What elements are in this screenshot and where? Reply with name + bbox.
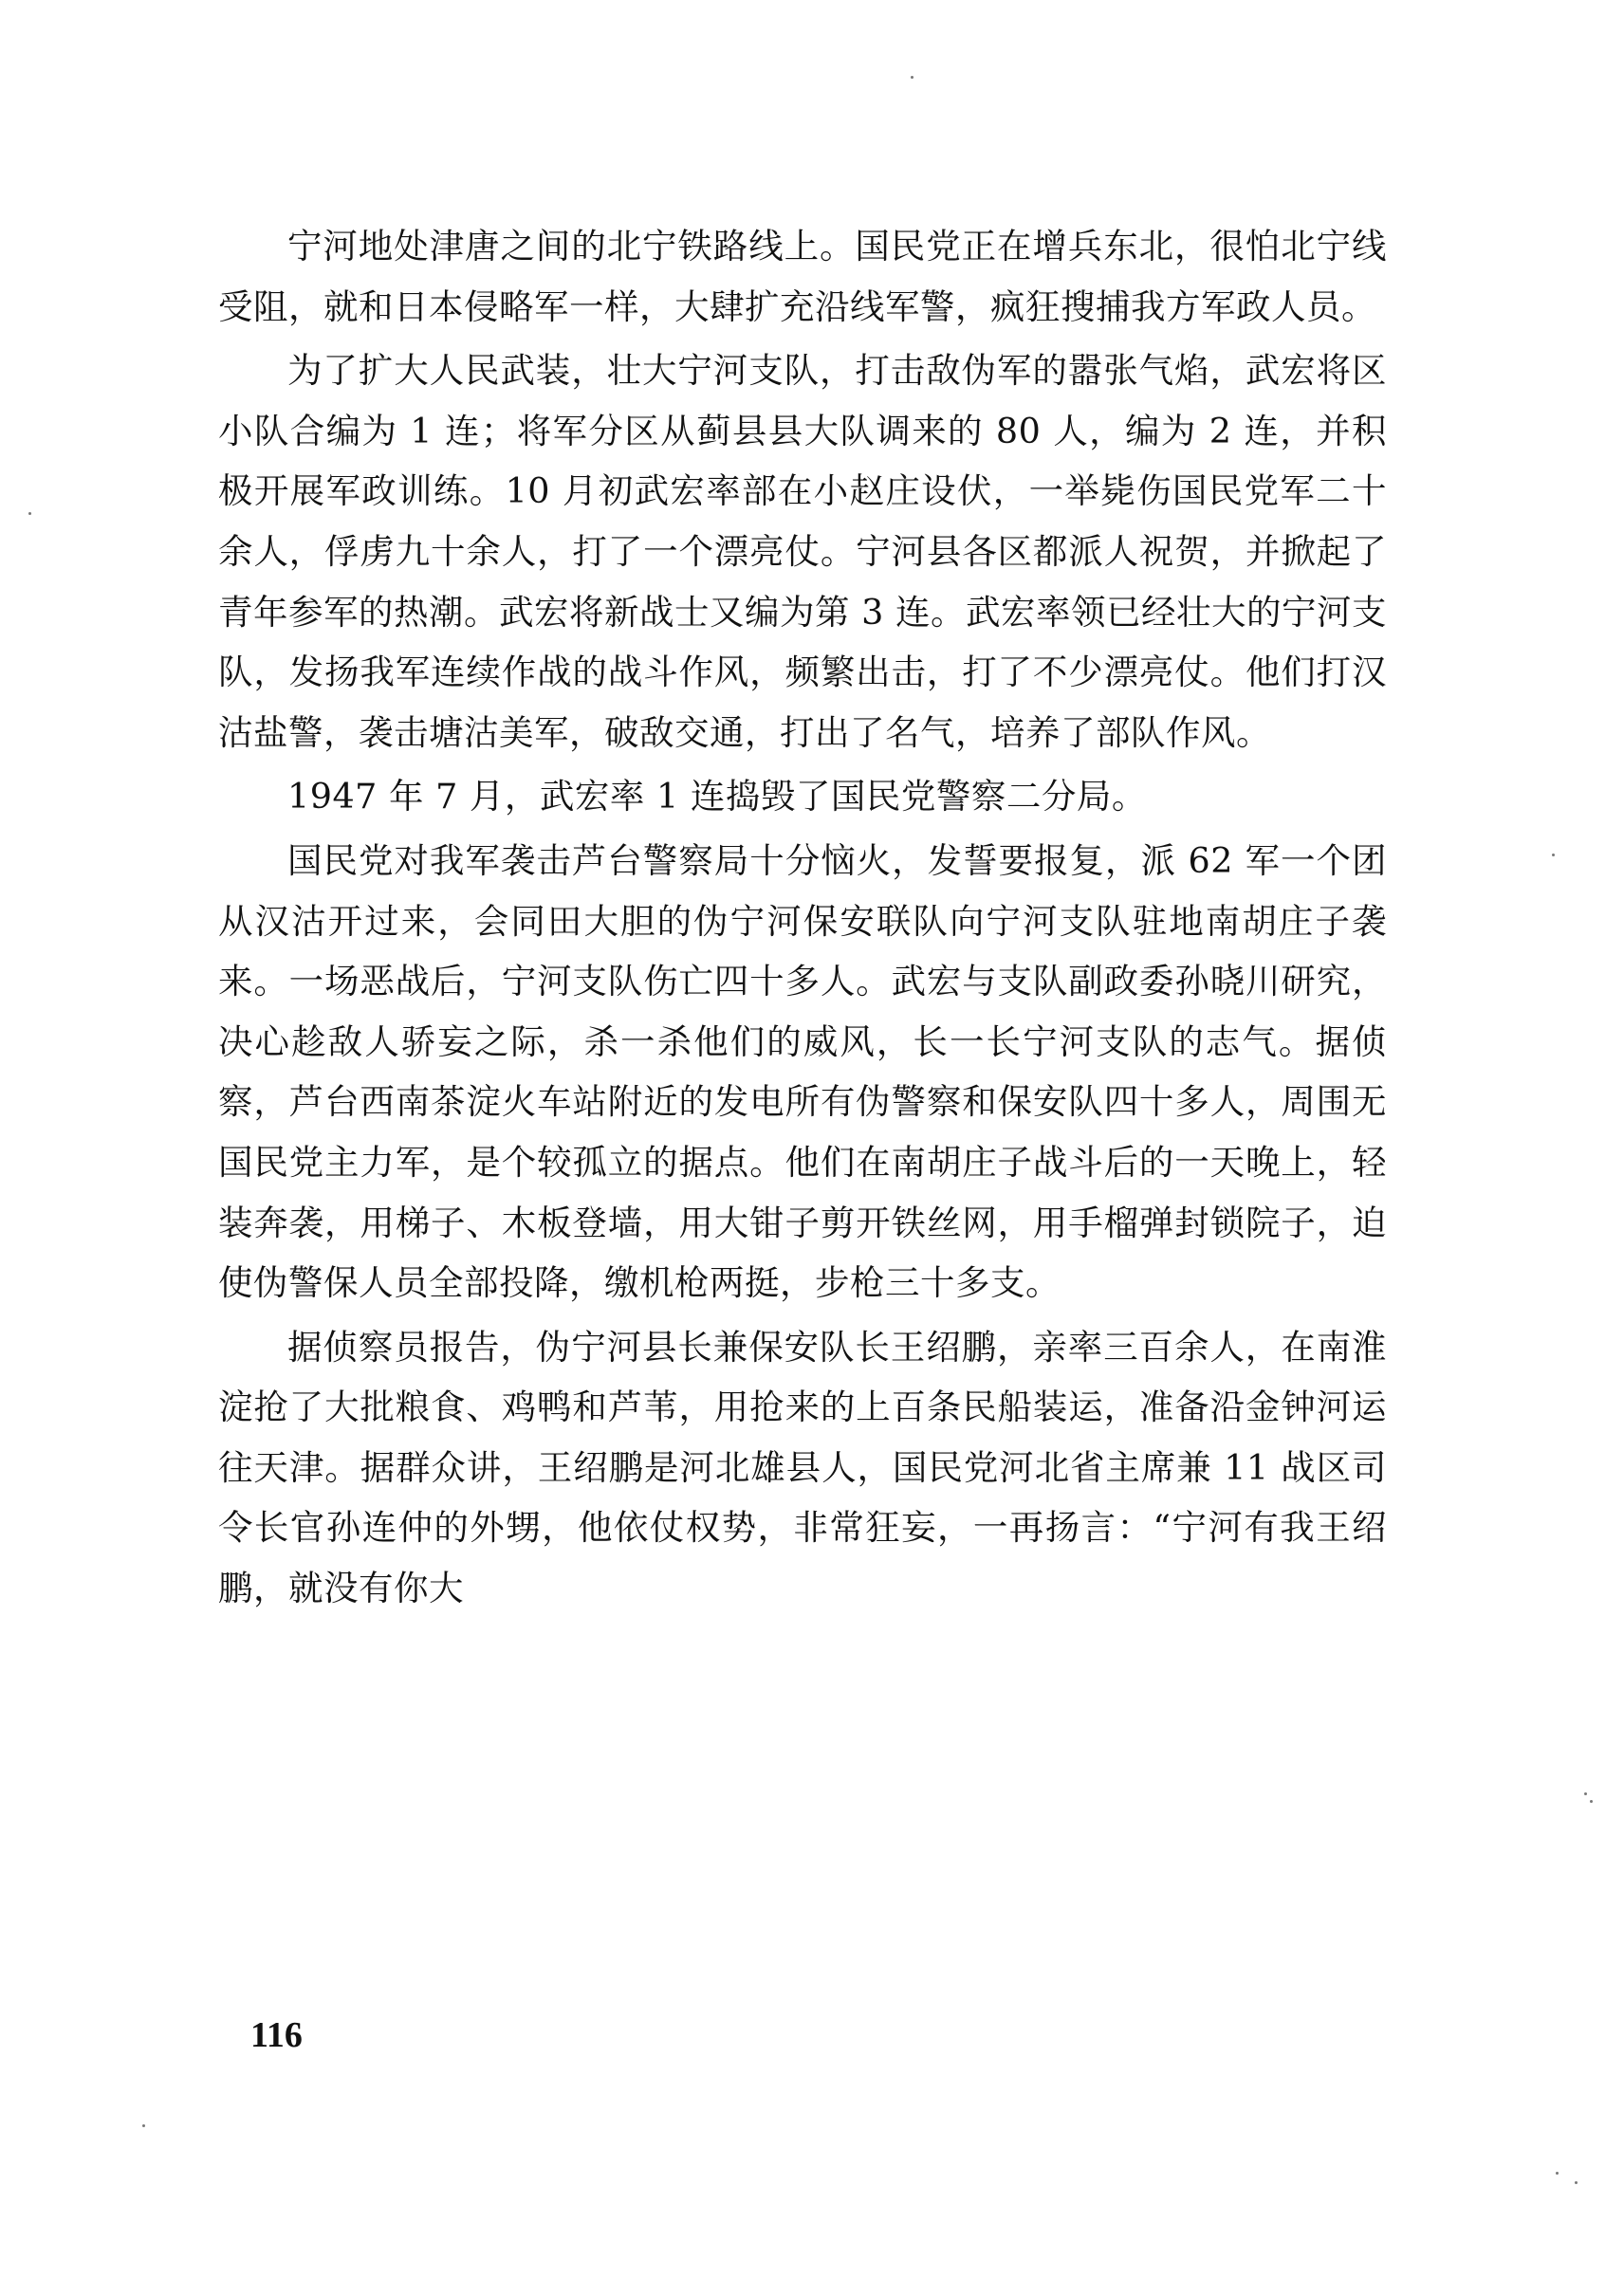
paragraph-5: 据侦察员报告，伪宁河县长兼保安队长王绍鹏，亲率三百余人，在南淮淀抢了大批粮食、鸡鸭和芦苇，用抢来的上百条民船装运，准备沿金钟河运往天津。据群众讲，王绍鹏是河北雄县人，国民党河北省主席兼 11 战区司令长官孙连仲的外甥，他依仗权势，非常狂妄，一再扬言：“宁河有我王绍鹏，就没有你大 bbox=[218, 1326, 1387, 1609]
body-text bbox=[218, 216, 1387, 1619]
scan-speck bbox=[1590, 1800, 1593, 1803]
paragraph-2: 为了扩大人民武装，壮大宁河支队，打击敌伪军的嚣张气焰，武宏将区小队合编为 1 连；将军分区从蓟县县大队调来的 80 人，编为 2 连，并积极开展军政训练。10 月初武宏率部在小赵庄设伏，一举毙伤国民党军二十余人，俘虏九十余人，打了一个漂亮仗。宁河县各区都派人祝贺，并掀起了青年参军的热潮。武宏将新战士又编为第 3 连。武宏率领已经壮大的宁河支队，发扬我军连续作战的战斗作风，频繁出击，打了不少漂亮仗。他们打汉沽盐警，袭击塘沽美军，破敌交通，打出了名气，培养了部队作风。 bbox=[218, 350, 1387, 753]
scan-speck bbox=[911, 76, 914, 79]
scan-speck bbox=[28, 512, 31, 515]
scan-speck bbox=[1575, 2181, 1578, 2184]
paragraph-3: 1947 年 7 月，武宏率 1 连捣毁了国民党警察二分局。 bbox=[287, 776, 1147, 817]
scan-speck bbox=[1552, 854, 1555, 856]
page-number: 116 bbox=[250, 2015, 303, 2055]
scan-speck bbox=[1584, 1792, 1587, 1795]
scan-speck bbox=[142, 2124, 145, 2127]
paragraph-4: 国民党对我军袭击芦台警察局十分恼火，发誓要报复，派 62 军一个团从汉沽开过来，会同田大胆的伪宁河保安联队向宁河支队驻地南胡庄子袭来。一场恶战后，宁河支队伤亡四十多人。武宏与支队副政委孙晓川研究，决心趁敌人骄妄之际，杀一杀他们的威风，长一长宁河支队的志气。据侦察，芦台西南茶淀火车站附近的发电所有伪警察和保安队四十多人，周围无国民党主力军，是个较孤立的据点。他们在南胡庄子战斗后的一天晚上，轻装奔袭，用梯子、木板登墙，用大钳子剪开铁丝网，用手榴弹封锁院子，迫使伪警保人员全部投降，缴机枪两挺，步枪三十多支。 bbox=[218, 839, 1387, 1304]
paragraph-1: 宁河地处津唐之间的北宁铁路线上。国民党正在增兵东北，很怕北宁线受阻，就和日本侵略军一样，大肆扩充沿线军警，疯狂搜捕我方军政人员。 bbox=[218, 226, 1387, 327]
scan-speck bbox=[1556, 2172, 1559, 2175]
